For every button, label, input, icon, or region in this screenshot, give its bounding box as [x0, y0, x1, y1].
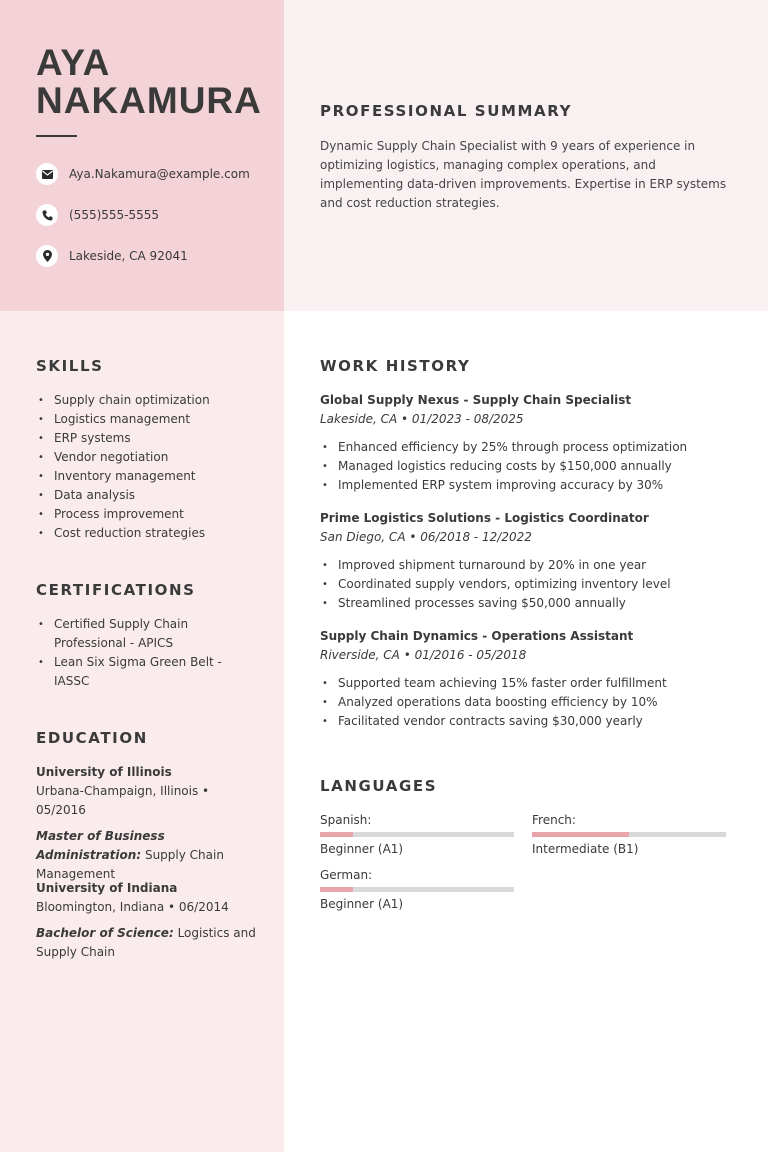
school-name: University of Indiana	[36, 881, 178, 895]
list-item: • Supported team achieving 15% faster order fulfillment	[320, 674, 740, 693]
degree-field: Supply Chain Management	[36, 848, 224, 881]
list-item: • Coordinated supply vendors, optimizing inventory level	[320, 575, 740, 594]
name-divider	[36, 135, 77, 137]
candidate-name	[36, 44, 276, 120]
job-meta: San Diego, CA • 06/2018 - 12/2022	[320, 530, 532, 544]
list-item: • Enhanced efficiency by 25% through process optimization	[320, 438, 740, 457]
job-title: Supply Chain Dynamics - Operations Assistant	[320, 629, 634, 643]
proficiency-fill	[532, 832, 629, 837]
language-level: Intermediate (B1)	[532, 842, 639, 856]
proficiency-bar	[532, 832, 726, 837]
language-name: French:	[532, 813, 576, 827]
education-entry	[36, 879, 256, 962]
list-item: • Inventory management	[36, 467, 266, 486]
job-meta: Riverside, CA • 01/2016 - 05/2018	[320, 648, 527, 662]
summary-text: Dynamic Supply Chain Specialist with 9 years of experience in optimizing logistics, managing complex operations, and implementing data-driven improvements. Expertise in ERP systems and cost reduction strategies.	[320, 139, 727, 210]
list-item: • Implemented ERP system improving accuracy by 30%	[320, 476, 740, 495]
location-text: Lakeside, CA 92041	[69, 249, 188, 263]
proficiency-fill	[320, 832, 353, 837]
language-level: Beginner (A1)	[320, 842, 404, 856]
list-item: • Data analysis	[36, 486, 266, 505]
language-level: Beginner (A1)	[320, 897, 404, 911]
list-item: • Streamlined processes saving $50,000 annually	[320, 594, 740, 613]
degree-field: Logistics and Supply Chain	[36, 926, 256, 959]
job-bullets	[320, 674, 740, 731]
list-item: • Facilitated vendor contracts saving $30,000 yearly	[320, 712, 740, 731]
job-meta: Lakeside, CA • 01/2023 - 08/2025	[320, 412, 524, 426]
job-bullets	[320, 438, 740, 495]
proficiency-bar	[320, 887, 514, 892]
language-item	[532, 813, 726, 856]
language-item	[320, 868, 514, 911]
skills-title: SKILLS	[36, 357, 104, 375]
envelope-icon	[36, 163, 58, 185]
phone-text: (555)555-5555	[69, 208, 160, 222]
job-title: Prime Logistics Solutions - Logistics Coordinator	[320, 511, 649, 525]
work-history-title: WORK HISTORY	[320, 357, 471, 375]
contact-phone	[36, 203, 276, 227]
school-location-date: Urbana-Champaign, Illinois • 05/2016	[36, 784, 210, 817]
list-item: • ERP systems	[36, 429, 266, 448]
skills-list	[36, 391, 266, 543]
degree-line	[36, 827, 256, 884]
last-name: NAKAMURA	[36, 80, 262, 121]
language-item	[320, 813, 514, 856]
list-item: • Process improvement	[36, 505, 266, 524]
certifications-title: CERTIFICATIONS	[36, 581, 196, 599]
list-item: • Logistics management	[36, 410, 266, 429]
list-item: • Supply chain optimization	[36, 391, 266, 410]
list-item: • Certified Supply Chain Professional - APICS	[36, 615, 226, 653]
list-item: • Analyzed operations data boosting efficiency by 10%	[320, 693, 740, 712]
degree-line	[36, 924, 256, 962]
phone-icon	[36, 204, 58, 226]
education-title: EDUCATION	[36, 729, 148, 747]
degree-name: Bachelor of Science:	[36, 926, 174, 940]
list-item: • Cost reduction strategies	[36, 524, 266, 543]
school-location-date: Bloomington, Indiana • 06/2014	[36, 900, 229, 914]
first-name: AYA	[36, 42, 111, 83]
education-entry	[36, 763, 256, 884]
email-text[interactable]: Aya.Nakamura@example.com	[69, 167, 250, 181]
contact-email	[36, 162, 276, 186]
school-name: University of Illinois	[36, 765, 172, 779]
map-pin-icon	[36, 245, 58, 267]
job-title: Global Supply Nexus - Supply Chain Specialist	[320, 393, 632, 407]
list-item: • Vendor negotiation	[36, 448, 266, 467]
list-item: • Managed logistics reducing costs by $150,000 annually	[320, 457, 740, 476]
degree-name: Master of Business Administration:	[36, 829, 165, 862]
list-item: • Improved shipment turnaround by 20% in one year	[320, 556, 740, 575]
list-item: • Lean Six Sigma Green Belt - IASSC	[36, 653, 226, 691]
certifications-list	[36, 615, 226, 691]
summary-title: PROFESSIONAL SUMMARY	[320, 102, 573, 120]
contact-location	[36, 244, 276, 268]
proficiency-fill	[320, 887, 353, 892]
language-name: Spanish:	[320, 813, 372, 827]
language-name: German:	[320, 868, 373, 882]
job-bullets	[320, 556, 740, 613]
languages-title: LANGUAGES	[320, 777, 438, 795]
proficiency-bar	[320, 832, 514, 837]
